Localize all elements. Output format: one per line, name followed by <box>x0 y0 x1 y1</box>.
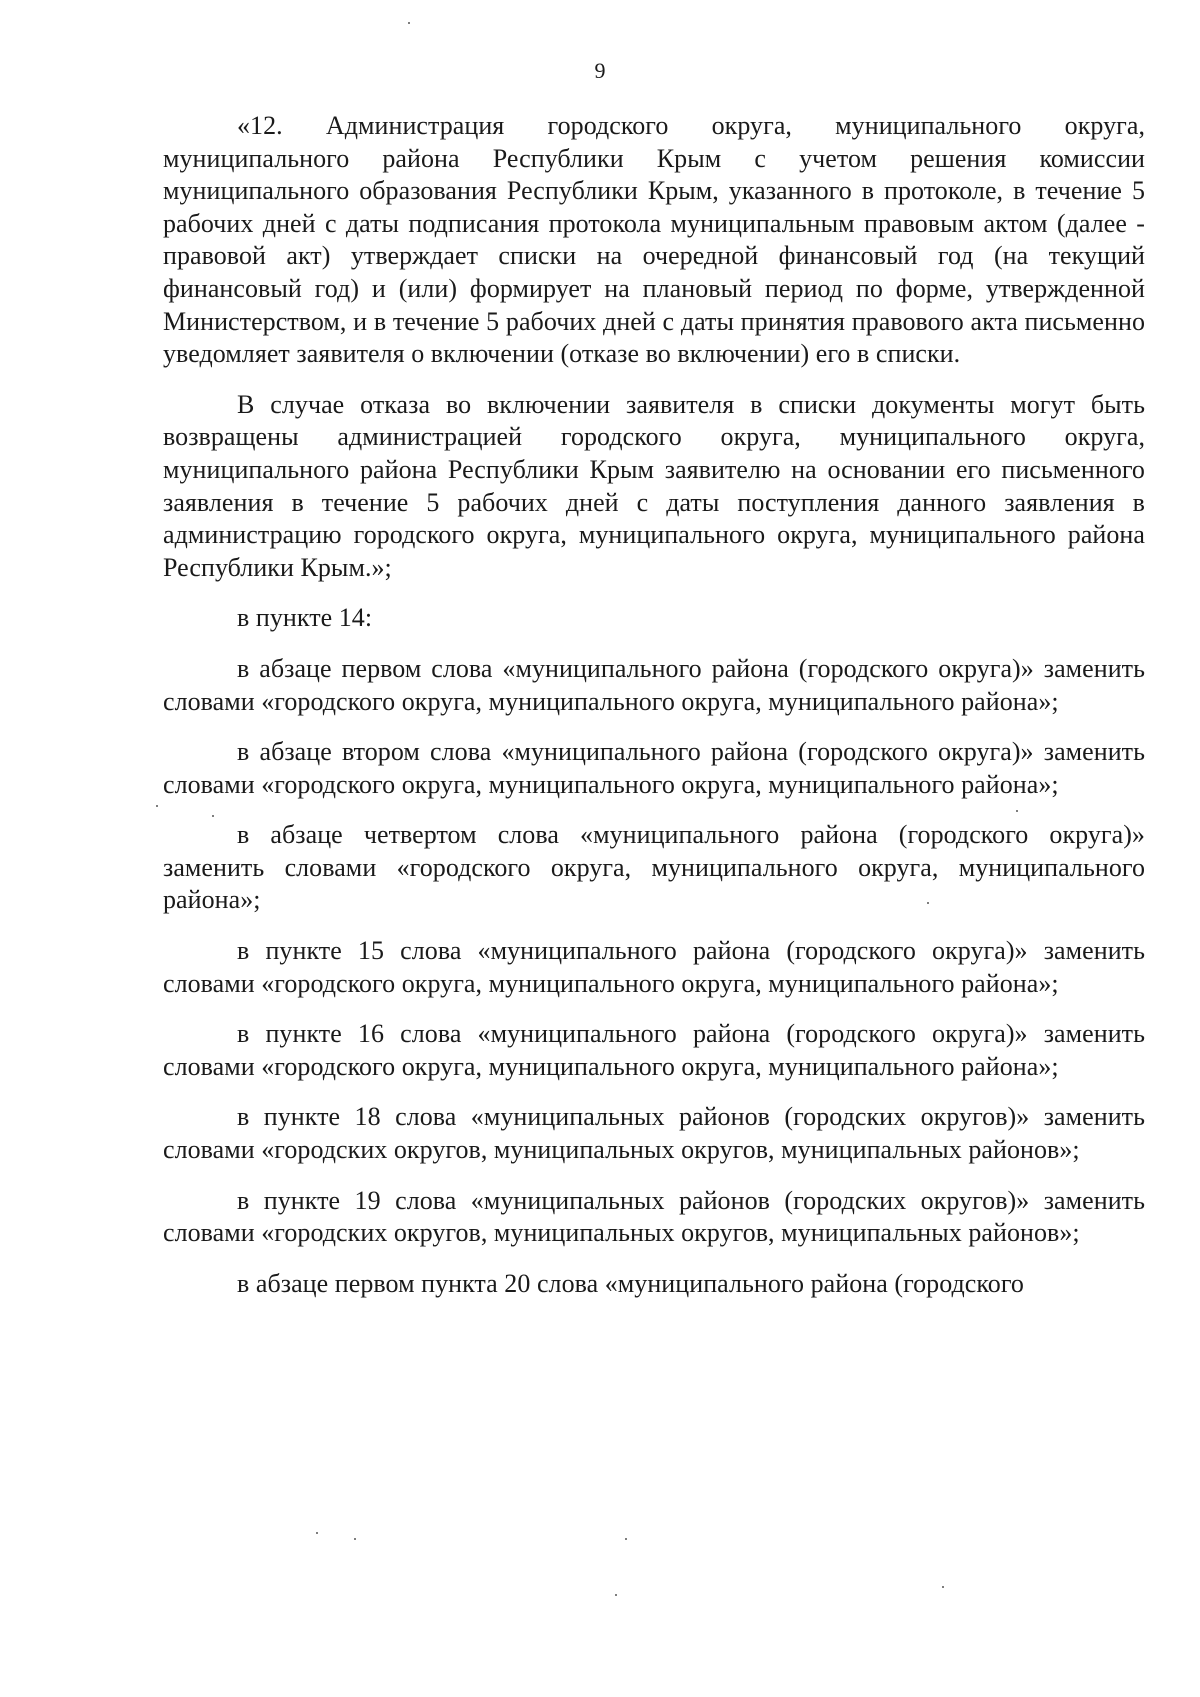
paragraph-point-18: в пункте 18 слова «муниципальных районов (городских округов)» заменить словами «городских округов, муниципальных округов, муниципальных районов»; <box>163 1102 1145 1165</box>
scan-speck <box>615 1594 617 1596</box>
scan-speck <box>625 1538 627 1540</box>
paragraph-item-12: «12. Администрация городского округа, муниципального округа, муниципального района Республики Крым с учетом решения комиссии муниципального образования Республики Крым, указанного в протоколе, в течение 5 рабочих дней с даты подписания протокола муниципальным правовым актом (далее - правовой акт) утверждает списки на очередной финансовый год (на текущий финансовый год) и (или) формирует на плановый период по форме, утвержденной Министерством, и в течение 5 рабочих дней с даты принятия правового акта письменно уведомляет заявителя о включении (отказе во включении) его в списки. <box>163 111 1145 369</box>
scan-speck <box>927 902 929 904</box>
paragraph-point-14: в пункте 14: <box>237 603 373 633</box>
scan-speck <box>942 1586 944 1588</box>
document-body <box>163 110 1145 1300</box>
page-number: 9 <box>594 58 606 83</box>
paragraph-point-19: в пункте 19 слова «муниципальных районов (городских округов)» заменить словами «городских округов, муниципальных округов, муниципальных районов»; <box>163 1185 1145 1248</box>
paragraph-point-16: в пункте 16 слова «муниципального района (городского округа)» заменить словами «городского округа, муниципального округа, муниципального района»; <box>163 1019 1145 1081</box>
scan-speck <box>156 805 158 807</box>
scan-speck <box>1016 810 1018 812</box>
scan-speck <box>354 1538 356 1540</box>
scan-speck <box>316 1532 318 1534</box>
scan-speck <box>212 815 214 817</box>
paragraph-14-first: в абзаце первом слова «муниципального района (городского округа)» заменить словами «городского округа, муниципального округа, муниципального района»; <box>163 653 1145 716</box>
paragraph-14-fourth: в абзаце четвертом слова «муниципального района (городского округа)» заменить словами «городского округа, муниципального округа, муниципального района»; <box>163 820 1145 915</box>
paragraph-point-20: в абзаце первом пункта 20 слова «муниципального района (городского <box>237 1268 1024 1298</box>
paragraph-refusal: В случае отказа во включении заявителя в списки документы могут быть возвращены администрацией городского округа, муниципального округа, муниципального района Республики Крым заявителю на основании его письменного заявления в течение 5 рабочих дней с даты поступления данного заявления в администрацию городского округа, муниципального округа, муниципального района Республики Крым.»; <box>163 389 1145 582</box>
paragraph-14-second: в абзаце втором слова «муниципального района (городского округа)» заменить словами «городского округа, муниципального округа, муниципального района»; <box>163 737 1145 799</box>
paragraph-point-15: в пункте 15 слова «муниципального района (городского округа)» заменить словами «городского округа, муниципального округа, муниципального района»; <box>163 936 1145 998</box>
scan-speck <box>408 22 410 24</box>
